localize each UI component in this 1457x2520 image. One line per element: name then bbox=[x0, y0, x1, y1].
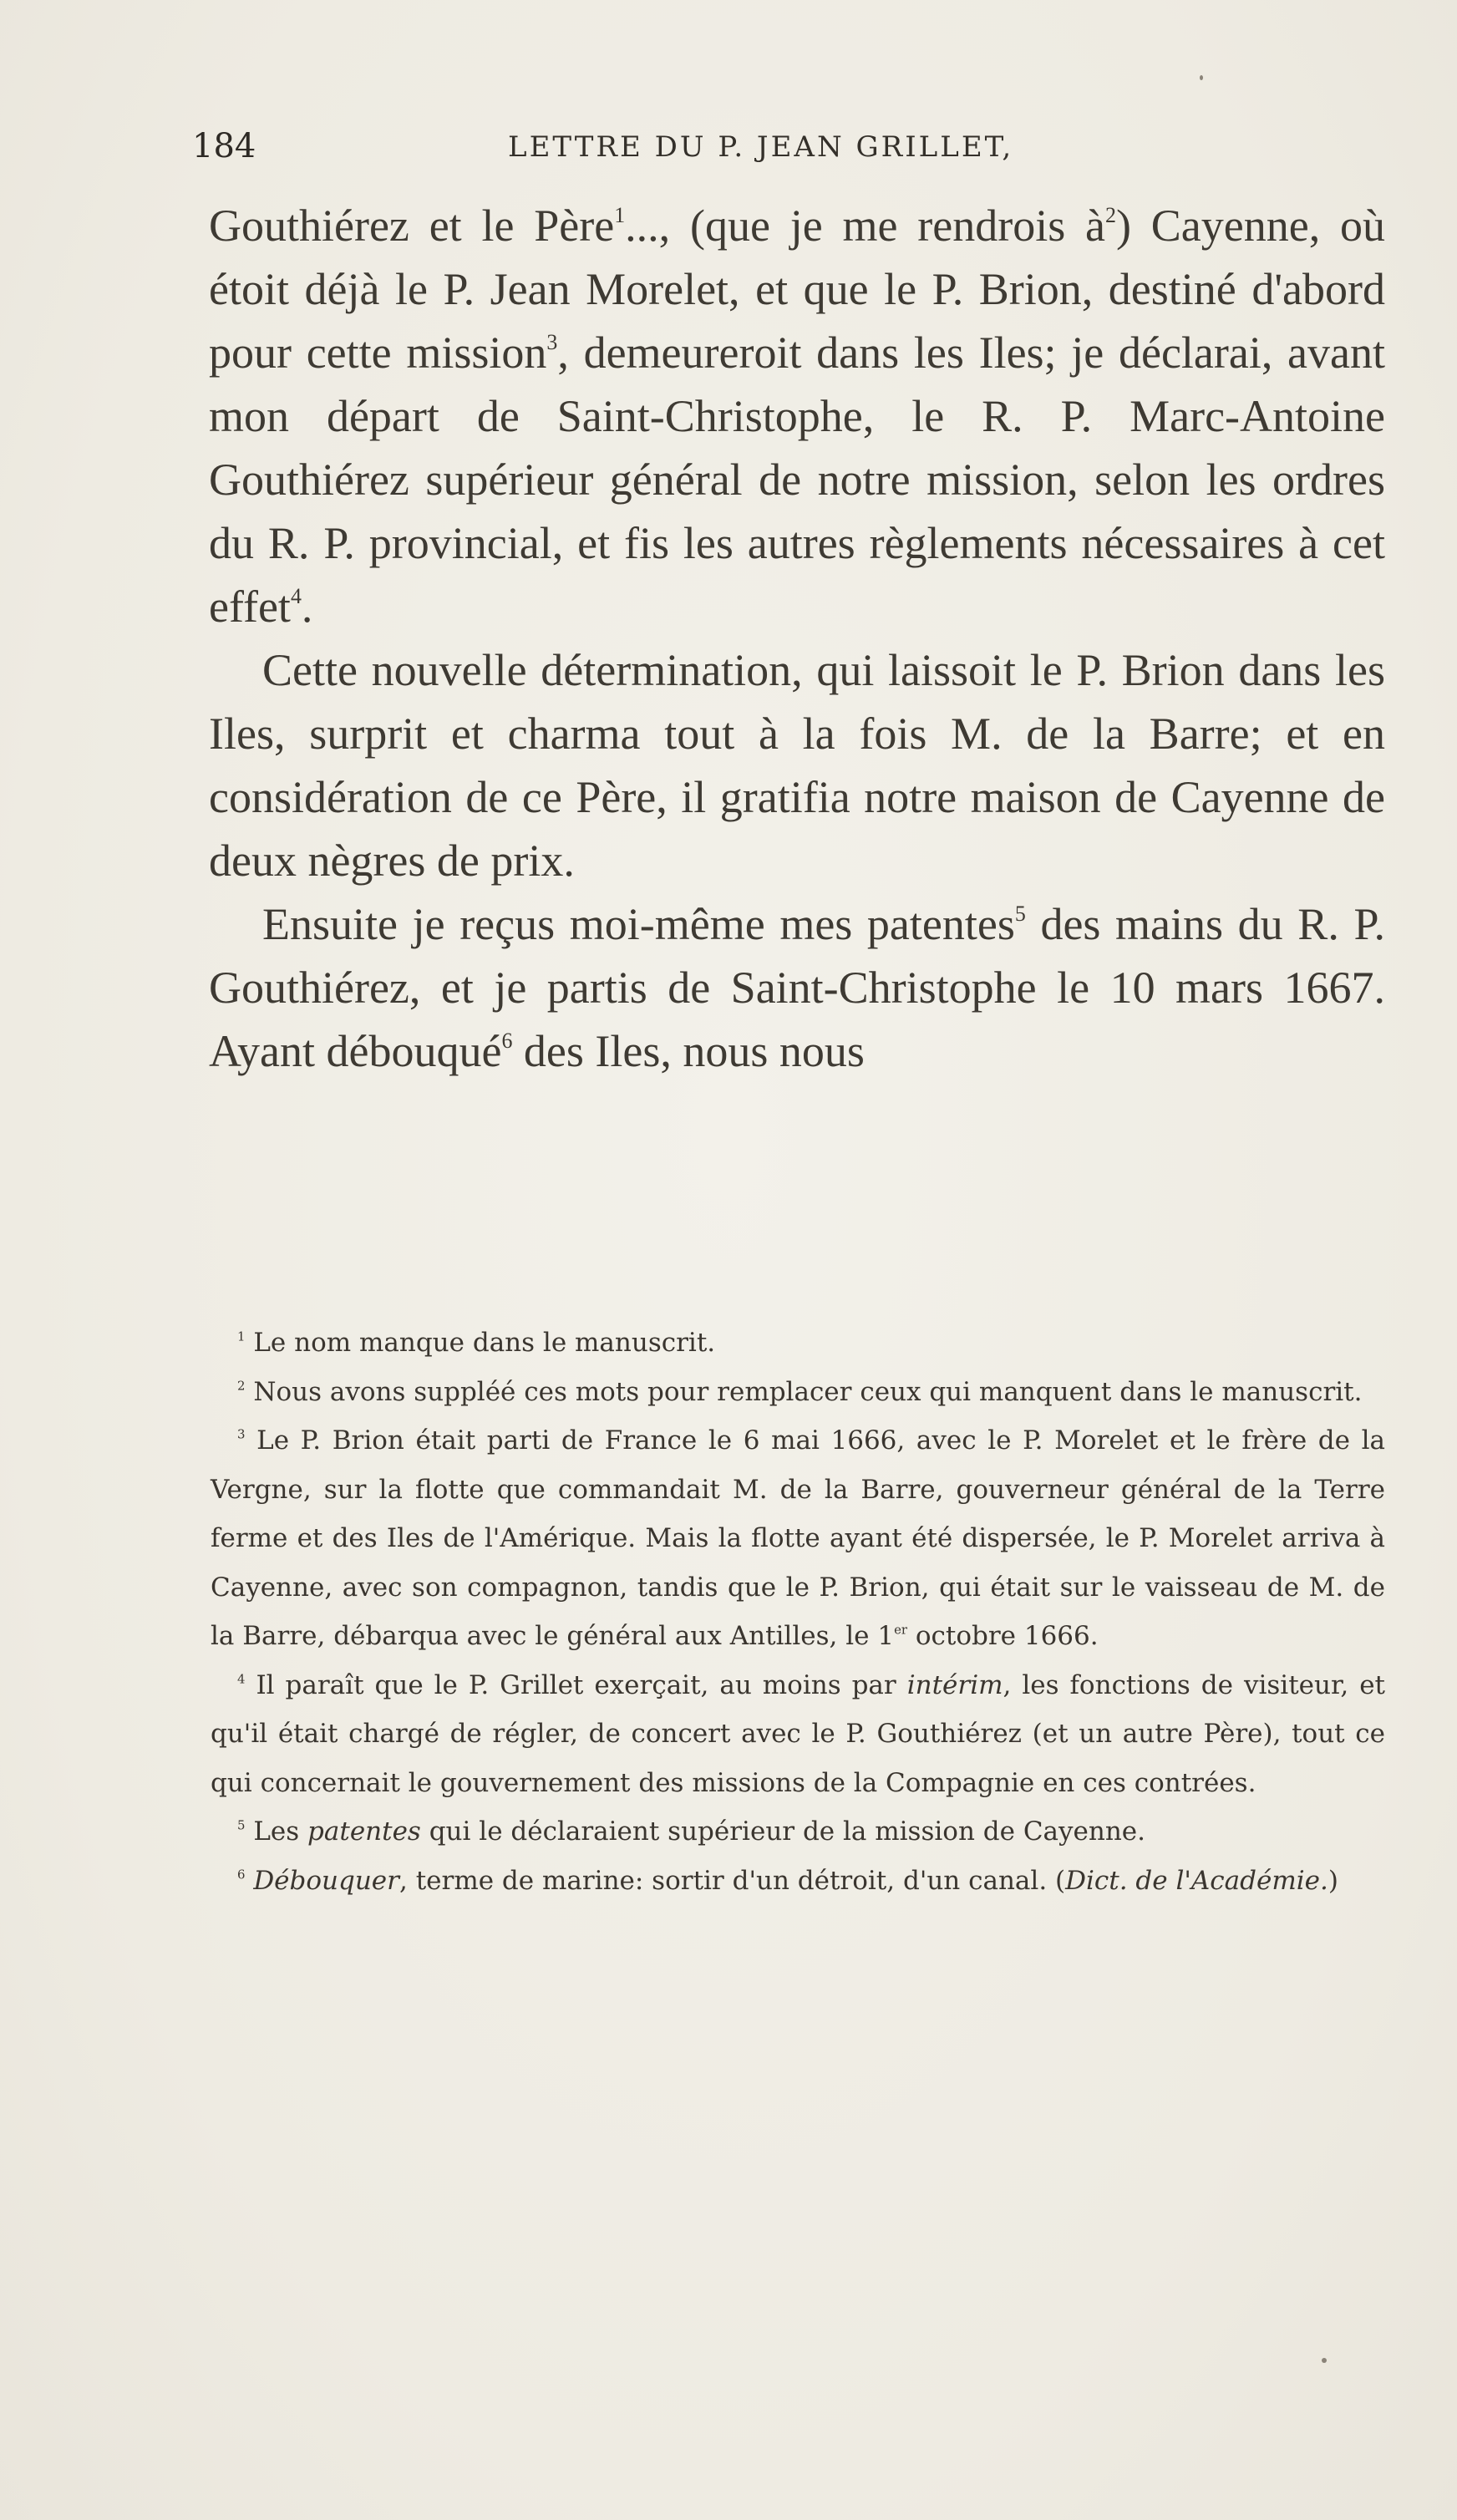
footnote bbox=[211, 1807, 1385, 1857]
paragraph bbox=[209, 638, 1385, 892]
text-run: , demeureroit dans les Iles; je déclarai, avant mon départ de Saint-Christophe, le R. P. Marc-Antoine Gouthiérez supérieur général de notre mission, selon les ordres du R. P. provincial, et fis les autres règlements nécessaires à cet effet bbox=[209, 328, 1385, 632]
text-run: ..., (que je me rendrois à bbox=[625, 201, 1106, 251]
italic-text: intérim bbox=[906, 1669, 1003, 1700]
footnote bbox=[211, 1857, 1385, 1906]
text-run: Il paraît que le P. Grillet exerçait, au moins par bbox=[256, 1669, 907, 1700]
footnote bbox=[211, 1661, 1385, 1808]
main-text bbox=[209, 194, 1385, 1083]
text-run: ) Cayenne, où étoit déjà le P. Jean Morelet, et que le P. Brion, destiné d'abord pour cette mission bbox=[209, 201, 1386, 378]
footnote bbox=[211, 1318, 1385, 1368]
footnote-number: 5 bbox=[237, 1817, 246, 1833]
footnote-number: 1 bbox=[237, 1329, 246, 1344]
text-run: des Iles, nous nous bbox=[512, 1026, 865, 1076]
reference-marker: 6 bbox=[501, 1028, 513, 1053]
footnote-number: 3 bbox=[237, 1426, 246, 1442]
footnote-number: 6 bbox=[237, 1866, 246, 1882]
footnote bbox=[211, 1416, 1385, 1661]
text-run: Les bbox=[253, 1816, 308, 1847]
footnotes bbox=[211, 1318, 1385, 1905]
page-header bbox=[190, 124, 1385, 175]
text-run: Nous avons suppléé ces mots pour remplacer ceux qui manquent dans le manuscrit. bbox=[253, 1376, 1363, 1407]
paragraph bbox=[209, 892, 1385, 1083]
paragraph bbox=[209, 194, 1385, 638]
text-run: Cette nouvelle détermination, qui laissoit le P. Brion dans les Iles, surprit et charma tout à la fois M. de la Barre; et en considération de ce Père, il gratifia notre maison de Cayenne de deux nègres de prix. bbox=[209, 645, 1385, 886]
footnote bbox=[211, 1368, 1385, 1417]
page-number: 184 bbox=[192, 127, 256, 165]
footnote-number: 2 bbox=[237, 1377, 246, 1393]
paper-speck bbox=[1322, 2358, 1327, 2363]
text-run: Le P. Brion était parti de France le 6 mai 1666, avec le P. Morelet et le frère de la Vergne, sur la flotte que commandait M. de la Barre, gouverneur général de la Terre ferme et des Iles de l'Amérique. Mais la flotte ayant été dispersée, le P. Morelet arriva à Cayenne, avec son compagnon, tandis que le P. Brion, qui était sur le vaisseau de M. de la Barre, débarqua avec le général aux Antilles, le 1 bbox=[211, 1425, 1386, 1651]
text-run: Ensuite je reçus moi-même mes patentes bbox=[262, 899, 1015, 949]
reference-marker: 3 bbox=[546, 329, 558, 354]
text-run: des mains du R. P. Gouthiérez, et je partis de Saint-Christophe le 10 mars 1667. Ayant débouqué bbox=[209, 899, 1385, 1076]
reference-marker: 5 bbox=[1014, 901, 1026, 926]
text-run: qui le déclaraient supérieur de la mission de Cayenne. bbox=[420, 1816, 1146, 1847]
reference-marker: er bbox=[894, 1622, 907, 1638]
reference-marker: 4 bbox=[290, 583, 302, 608]
text-run: ) bbox=[1328, 1865, 1338, 1896]
italic-text: patentes bbox=[307, 1816, 421, 1847]
italic-text: Débouquer bbox=[253, 1865, 399, 1896]
text-run: Le nom manque dans le manuscrit. bbox=[253, 1328, 716, 1358]
italic-text: Dict. de l'Académie. bbox=[1065, 1865, 1328, 1896]
text-run: , terme de marine: sortir d'un détroit, d'un canal. ( bbox=[399, 1865, 1066, 1896]
running-head: LETTRE DU P. JEAN GRILLET, bbox=[508, 130, 1014, 164]
paper-speck bbox=[1200, 75, 1203, 80]
text-run: . bbox=[301, 582, 313, 632]
reference-marker: 2 bbox=[1105, 202, 1116, 227]
text-run: Gouthiérez et le Père bbox=[209, 201, 615, 251]
text-run: octobre 1666. bbox=[907, 1621, 1099, 1651]
footnote-number: 4 bbox=[237, 1670, 246, 1686]
reference-marker: 1 bbox=[614, 202, 626, 227]
text-run: , les fonctions de visiteur, et qu'il était chargé de régler, de concert avec le P. Gouthiérez (et un autre Père), tout ce qui concernait le gouvernement des missions de la Compagnie en ces contrées. bbox=[211, 1669, 1385, 1798]
